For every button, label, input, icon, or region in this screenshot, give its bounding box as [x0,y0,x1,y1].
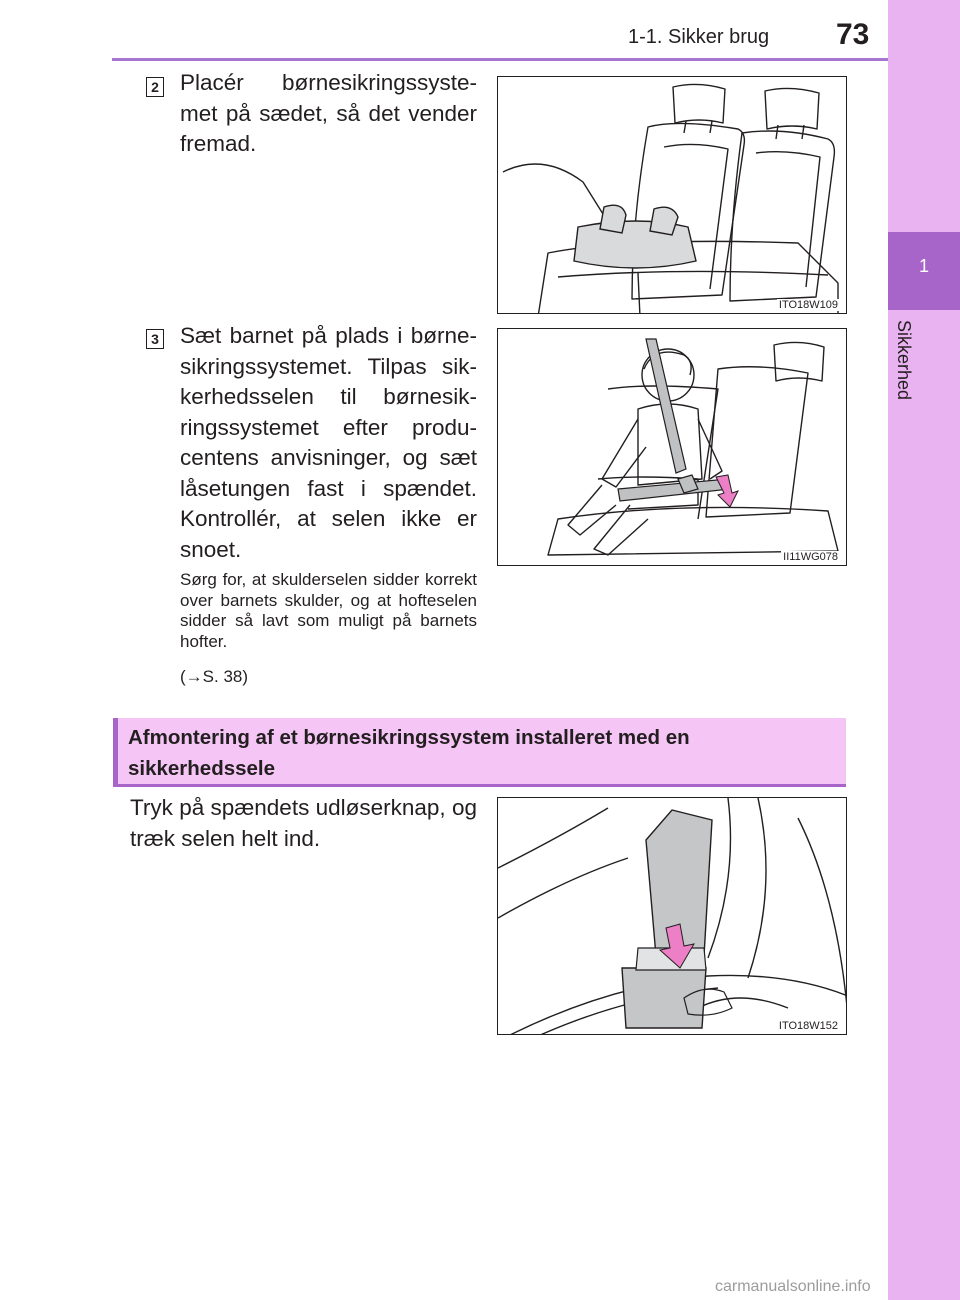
chapter-number: 1 [918,256,929,276]
header-divider [112,58,888,61]
figure-label: II11WG078 [783,551,838,563]
section-banner-title: Afmontering af et børnesikringssystem installeret med en sikkerhedssele [128,726,690,780]
section-banner-rule [113,784,846,787]
watermark: carmanualsonline.info [715,1278,871,1295]
chapter-label: Sikkerhed [894,320,914,401]
figure-booster-seat [497,76,847,314]
figure-buckle-release [497,797,847,1035]
step-number-box: 2 [146,77,164,97]
step-3-note: Sørg for, at skulderselen sidder korrekt over barnets skulder, og at hofteselen sidder så lavt som muligt på barnets hofter. [180,570,477,651]
booster-seat-illustration [498,77,847,314]
removal-instruction: Tryk på spændets udløserknap, og træk selen helt ind. [130,795,477,851]
page-reference-link[interactable]: (→S. 38) [180,667,249,686]
page-number: 73 [836,18,870,51]
step-number-box: 3 [146,329,164,349]
child-seated-illustration [498,329,847,566]
step-2-text: Placér børnesikringssyste-met på sædet, så det vender fremad. [180,70,477,156]
buckle-release-illustration [498,798,847,1035]
figure-label: ITO18W152 [778,1020,838,1032]
step-3-text: Sæt barnet på plads i børne-sikringssystemet. Tilpas sik-kerhedsselen til børnesik-ringssystemet efter produ-centens anvisninger, og sæt låsetungen fast i spændet. Kontrollér, at selen ikke er snoet. [180,323,477,562]
section-title: 1-1. Sikker brug [628,26,770,48]
chapter-sidebar [888,0,960,1300]
figure-child-seated [497,328,847,566]
figure-label: ITO18W109 [778,299,838,311]
